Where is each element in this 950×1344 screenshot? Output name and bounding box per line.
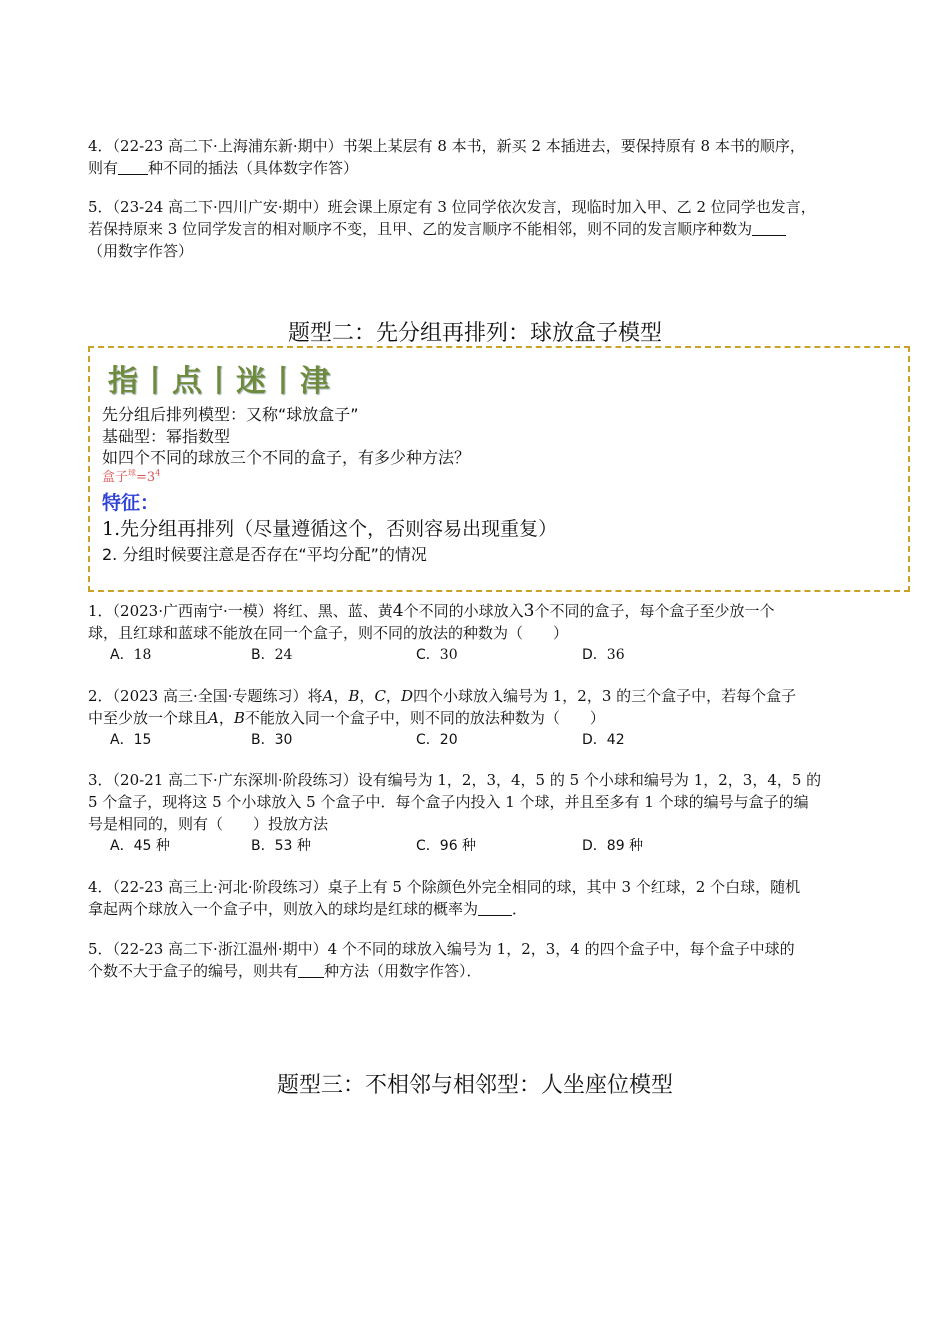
question-2-section2 xyxy=(88,685,878,751)
options-row xyxy=(88,644,878,666)
option-c[interactable]: C．30 xyxy=(416,647,458,663)
option-d[interactable]: D．36 xyxy=(582,647,625,663)
question-text: 号是相同的，则有（ ）投放方法 xyxy=(88,815,329,833)
option-d[interactable]: D．42 xyxy=(582,732,625,748)
tips-box xyxy=(88,346,910,592)
option-b[interactable]: B．24 xyxy=(251,647,293,663)
options-row xyxy=(88,729,878,751)
options-row xyxy=(88,835,878,857)
question-4-section1 xyxy=(88,135,878,179)
question-text: 若保持原来 3 位同学发言的相对顺序不变，且甲、乙的发言顺序不能相邻，则不同的发言顺序种数为 xyxy=(88,218,878,240)
question-5-section1 xyxy=(88,196,878,262)
tip-line-3: 如四个不同的球放三个不同的盒子，有多少种方法？ xyxy=(102,448,471,467)
section-heading-3: 题型三：不相邻与相邻型：人坐座位模型 xyxy=(276,1073,673,1098)
question-text: 5．（23-24 高二下·四川广安·期中）班会课上原定有 3 位同学依次发言，现临时加入甲、乙 2 位同学也发言， xyxy=(88,198,816,216)
formula: 盒子$^球=3^4$ xyxy=(102,468,161,485)
section-heading-2: 题型二：先分组再排列：球放盒子模型 xyxy=(287,321,662,346)
question-text: 2．（2023 高三·全国·专题练习）将A，B，C，D四个小球放入编号为 1，2，3 的三个盒子中，若每个盒子 xyxy=(88,687,797,705)
question-text: 球，且红球和蓝球不能放在同一个盒子，则不同的放法的种数为（ ） xyxy=(88,624,569,642)
question-text: 5．（22-23 高二下·浙江温州·期中）4 个不同的球放入编号为 1，2，3，4 的四个盒子中，每个盒子中球的 xyxy=(88,940,795,958)
answer-blank xyxy=(478,900,512,916)
feature-line-2: 2. 分组时候要注意是否存在“平均分配”的情况 xyxy=(102,545,427,564)
option-b[interactable]: B．53 种 xyxy=(251,838,311,854)
question-4-section2 xyxy=(88,876,878,920)
question-text: 5 个盒子，现将这 5 个小球放入 5 个盒子中．每个盒子内投入 1 个球，并且至多有 1 个球的编号与盒子的编 xyxy=(88,793,809,811)
answer-blank xyxy=(298,962,324,978)
question-3-section2 xyxy=(88,769,878,857)
question-text: 则有 种不同的插法（具体数字作答） xyxy=(88,159,359,177)
feature-line-1: 1.先分组再排列（尽量遵循这个，否则容易出现重复） xyxy=(102,518,558,540)
question-text: 个数不大于盒子的编号，则共有 种方法（用数字作答）． xyxy=(88,962,482,980)
option-a[interactable]: A．45 种 xyxy=(110,838,170,854)
option-b[interactable]: B．30 xyxy=(251,732,293,748)
option-c[interactable]: C．96 种 xyxy=(416,838,477,854)
feature-title: 特征： xyxy=(102,492,160,514)
option-c[interactable]: C．20 xyxy=(416,732,458,748)
question-1-section2 xyxy=(88,600,878,666)
question-text: 拿起两个球放入一个盒子中，则放入的球均是红球的概率为 ． xyxy=(88,900,528,918)
question-text: 3．（20-21 高二下·广东深圳·阶段练习）设有编号为 1，2，3，4，5 的 5 个小球和编号为 1，2，3，4，5 的 xyxy=(88,771,822,789)
answer-blank xyxy=(118,159,148,175)
answer-blank xyxy=(752,220,786,236)
option-a[interactable]: A．15 xyxy=(110,732,152,748)
tip-line-1: 先分组后排列模型：又称“球放盒子” xyxy=(102,405,359,424)
question-text: 4．（22-23 高二下·上海浦东新·期中）书架上某层有 8 本书，新买 2 本插进去，要保持原有 8 本书的顺序， xyxy=(88,137,805,155)
option-a[interactable]: A．18 xyxy=(110,647,152,663)
tip-line-2: 基础型：幂指数型 xyxy=(102,427,231,446)
question-text: （用数字作答） xyxy=(88,242,194,260)
tips-title: 指丨点丨迷丨津 xyxy=(108,364,332,399)
question-text: 4．（22-23 高三上·河北·阶段练习）桌子上有 5 个除颜色外完全相同的球，其中 3 个红球，2 个白球，随机 xyxy=(88,878,801,896)
question-text: 1．（2023·广西南宁·一模）将红、黑、蓝、黄4个不同的小球放入3个不同的盒子，每个盒子至少放一个 xyxy=(88,601,775,621)
question-5-section2 xyxy=(88,938,878,982)
question-text: 中至少放一个球且A，B不能放入同一个盒子中，则不同的放法种数为（ ） xyxy=(88,709,605,727)
option-d[interactable]: D．89 种 xyxy=(582,838,644,854)
